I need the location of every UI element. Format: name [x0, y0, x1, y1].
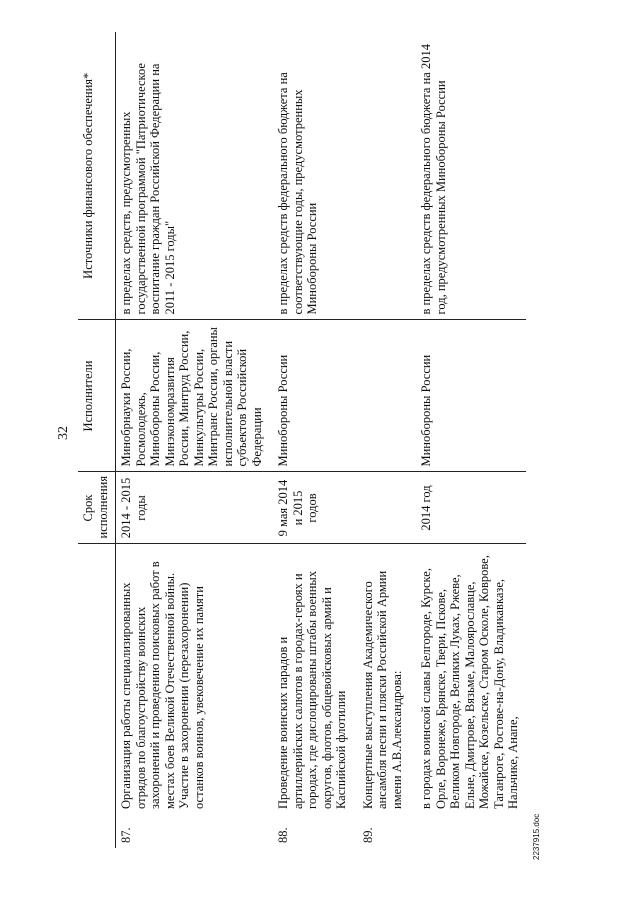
row-executors [358, 320, 410, 472]
row-executors: Минобороны России [409, 320, 526, 472]
header-term: Срок исполнения [78, 472, 116, 544]
table-header-row [78, 32, 116, 848]
row-term: 2014 - 2015 годы [116, 472, 270, 544]
header-sources: Источники финансового обеспечения* [78, 32, 116, 320]
row-number [409, 814, 526, 848]
row-activity: Концертные выступления Академического ансамбля песни и пляски Российской Армии имени А.В.Александрова: [360, 570, 404, 809]
row-sources [358, 32, 410, 320]
row-number: 88. [276, 827, 290, 843]
table-row [358, 32, 410, 848]
table-row [273, 32, 354, 848]
row-sources: в пределах средств федерального бюджета на соответствующие годы, предусмотренных Минобороны России [273, 32, 354, 320]
table-row [409, 32, 526, 848]
row-activity: Проведение воинских парадов и артиллерийских салютов в городах-героях и городах, где дислоцированы штабы военных округов, флотов, общевойсковых армий и Каспийской флотилии [276, 570, 348, 809]
header-executors: Исполнители [78, 320, 116, 472]
row-term: 9 мая 2014 и 2015 годов [273, 472, 354, 544]
rotated-content [56, 20, 598, 860]
row-number: 89. [360, 827, 375, 843]
row-number: 87. [119, 827, 133, 843]
row-sources: в пределах средств, предусмотренных государственной программой "Патриотическое воспитание граждан Российской Федерации на 2011 - 2015 годы" [116, 32, 270, 320]
row-executors: Минобрнауки России, Росмолодежь, Минобороны России, Минэкономразвития России, Минтруд России, Минкультуры России, Минтранс России, органы исполнительной власти субъектов Российской Федерации [116, 320, 270, 472]
row-activity: Организация работы специализированных отрядов по благоустройству воинских захоронений и проведению поисковых работ в местах боев Великой Отечественной войны. Участие в захоронении (перезахоронении) останков воинов, увековечение их памяти [119, 561, 206, 809]
row-sources: в пределах средств федерального бюджета на 2014 год, предусмотренных Минобороны России [409, 32, 526, 320]
row-term: 2014 год [409, 472, 526, 544]
header-num [78, 814, 116, 848]
plan-table [78, 32, 526, 848]
footer-filename: 2237915.doc [532, 813, 541, 860]
header-activity [78, 544, 116, 814]
table-row [116, 32, 270, 848]
page-number: 32 [56, 426, 71, 440]
row-activity: в городах воинской славы Белгороде, Курске, Орле, Воронеже, Брянске, Твери, Пскове, Великом Новгороде, Великих Луках, Ржеве, Ельне, Дмитрове, Вязьме, Малоярославце, Можайске, Козельске, Старом Осколе, Коврове, Таганроге, Ростове-на-Дону, Владикавказе, Нальчике, Анапе, [419, 555, 520, 809]
row-executors: Минобороны России [273, 320, 354, 472]
row-term [358, 472, 410, 544]
